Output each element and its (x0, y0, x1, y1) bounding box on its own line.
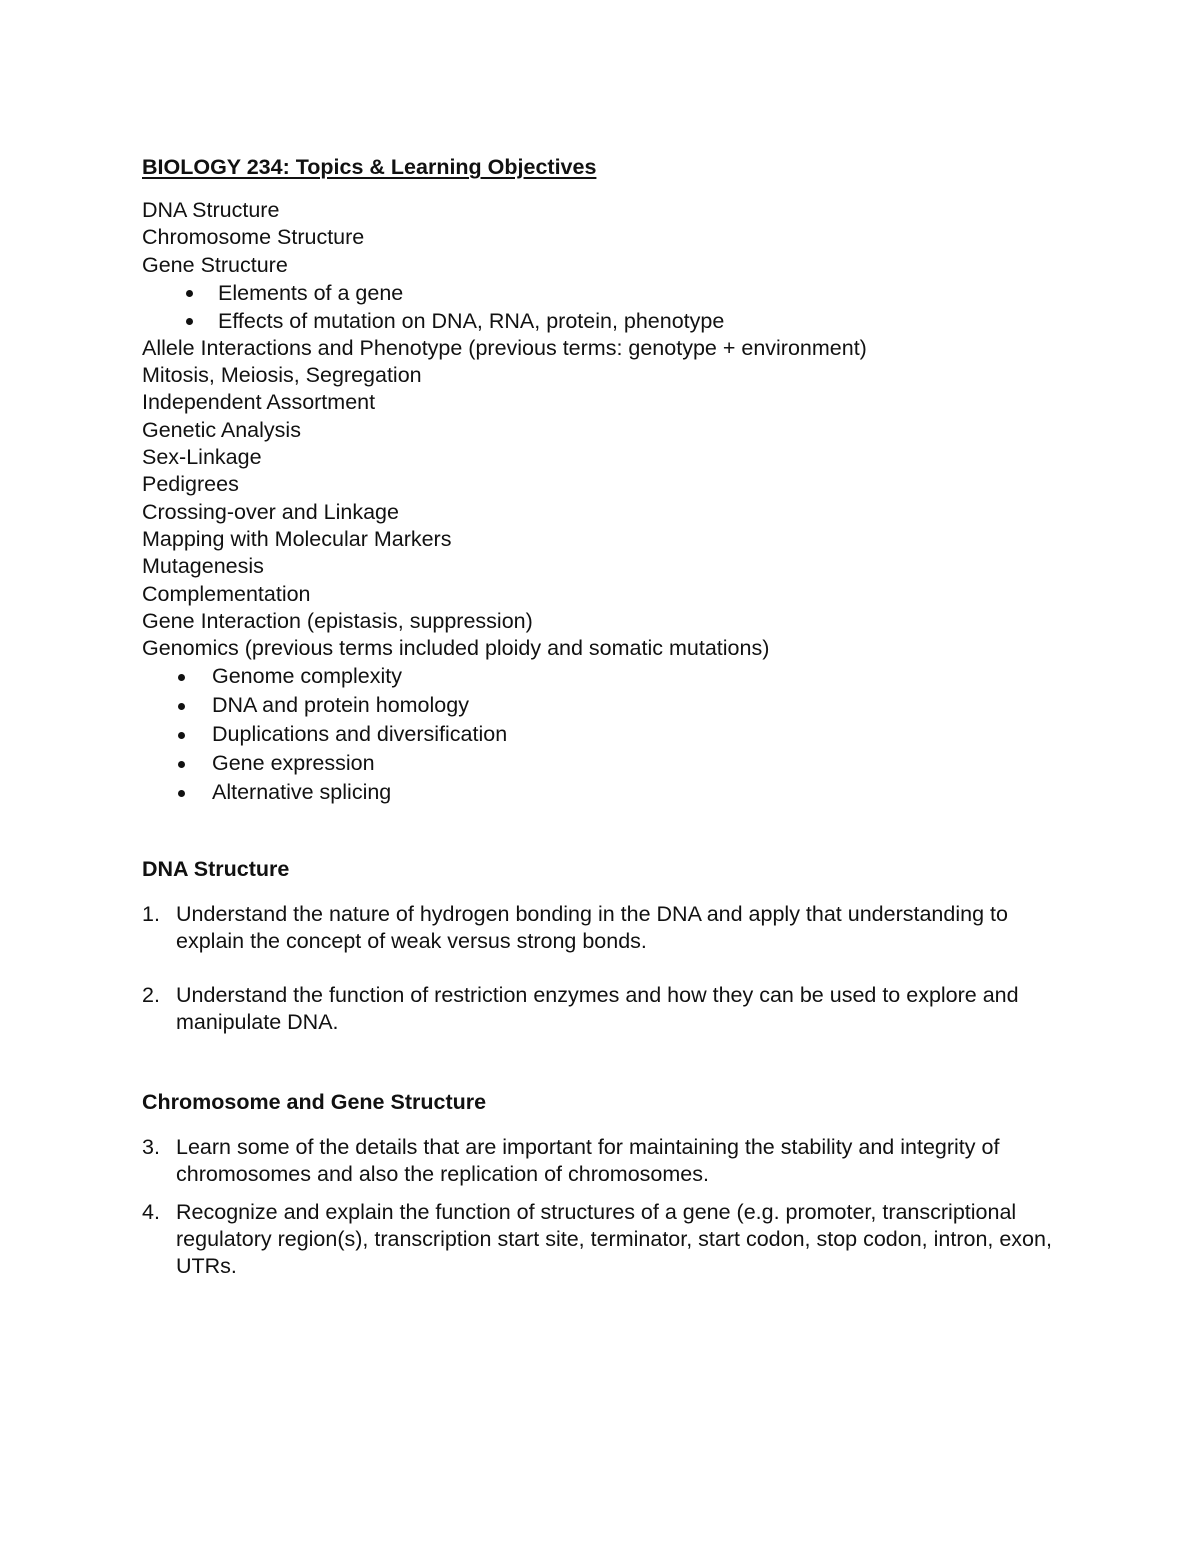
topic-item: Sex-Linkage (142, 445, 262, 470)
topic-subitem: Alternative splicing (142, 778, 1102, 807)
objective-item (142, 1199, 1072, 1280)
bullet-icon (178, 703, 185, 710)
topic-item: Mutagenesis (142, 554, 264, 579)
topic-subitem: Effects of mutation on DNA, RNA, protein, phenotype (142, 307, 1102, 335)
objective-number: 3. (142, 1135, 160, 1159)
objective-text: Understand the nature of hydrogen bonding in the DNA and apply that understanding to explain the concept of weak versus strong bonds. (176, 902, 1008, 953)
topic-subitem: Genome complexity (142, 662, 1102, 691)
bullet-icon (178, 732, 185, 739)
topic-item: Mapping with Molecular Markers (142, 526, 452, 551)
topic-item: Complementation (142, 581, 311, 606)
topic-subitem: Gene expression (142, 749, 1102, 778)
objective-number: 2. (142, 983, 160, 1007)
objective-item (142, 901, 1072, 955)
document-title: BIOLOGY 234: Topics & Learning Objectives (142, 155, 597, 179)
objective-text: Recognize and explain the function of structures of a gene (e.g. promoter, transcriptional regulatory region(s), transcription start site, terminator, start codon, stop codon, intron, exon, UTRs. (176, 1200, 1052, 1278)
topic-subitems (142, 662, 1102, 807)
bullet-icon (178, 674, 185, 681)
topic-item: Gene Interaction (epistasis, suppression) (142, 608, 533, 633)
topic-item: Gene Structure (142, 252, 288, 277)
objective-number: 4. (142, 1200, 160, 1224)
objective-text: Understand the function of restriction enzymes and how they can be used to explore and manipulate DNA. (176, 983, 1019, 1034)
topic-subitems (142, 279, 1102, 335)
bullet-icon (178, 761, 185, 768)
section-heading: DNA Structure (142, 857, 290, 881)
topic-item: Independent Assortment (142, 390, 376, 415)
objective-text: Learn some of the details that are important for maintaining the stability and integrity of chromosomes and also the replication of chromosomes. (176, 1135, 1000, 1186)
topic-item: Genomics (previous terms included ploidy and somatic mutations) (142, 636, 770, 661)
objective-item (142, 982, 1072, 1036)
section-heading: Chromosome and Gene Structure (142, 1090, 487, 1114)
bullet-icon (178, 790, 185, 797)
topic-subitem: DNA and protein homology (142, 691, 1102, 720)
topic-item: Mitosis, Meiosis, Segregation (142, 363, 422, 388)
topic-subitem: Elements of a gene (142, 279, 1102, 307)
topic-item: Pedigrees (142, 472, 239, 497)
objective-number: 1. (142, 902, 160, 926)
topic-item: DNA Structure (142, 198, 280, 222)
bullet-icon (186, 318, 193, 325)
topics-list (142, 197, 1102, 807)
topic-item: Genetic Analysis (142, 417, 301, 442)
topic-item: Allele Interactions and Phenotype (previous terms: genotype + environment) (142, 335, 867, 360)
objective-item (142, 1134, 1072, 1188)
bullet-icon (186, 290, 193, 297)
topic-item: Chromosome Structure (142, 225, 365, 250)
topic-subitem: Duplications and diversification (142, 720, 1102, 749)
topic-item: Crossing-over and Linkage (142, 499, 399, 524)
